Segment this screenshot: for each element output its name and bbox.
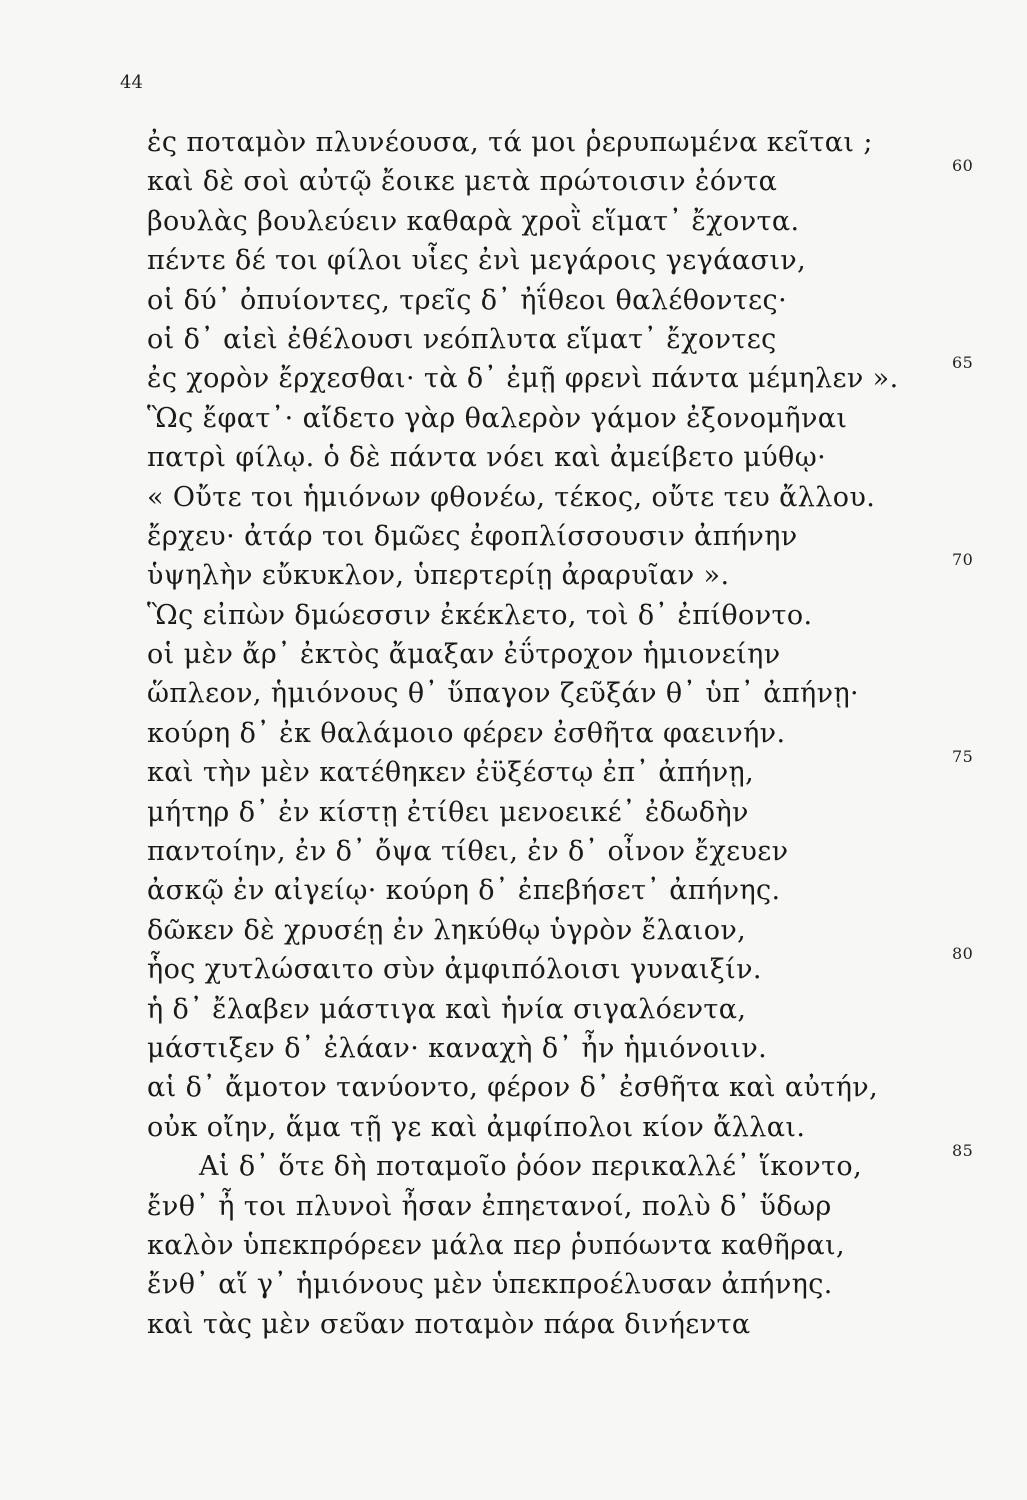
verse-text: Ὣς εἰπὼν δμώεσσιν ἐκέκλετο, τοὶ δ᾽ ἐπίθοντο. — [147, 599, 813, 631]
verse-line — [147, 1068, 967, 1107]
line-number: 60 — [952, 156, 974, 176]
verse-text: μάστιξεν δ᾽ ἐλάαν· καναχὴ δ᾽ ἦν ἡμιόνοιιν. — [147, 1032, 768, 1064]
verse-text: οἱ μὲν ἄρ᾽ ἐκτὸς ἄμαξαν ἐΰτροχον ἡμιονείην — [147, 639, 781, 671]
verse-line — [147, 281, 967, 320]
verse-text: καὶ τὰς μὲν σεῦαν ποταμὸν πάρα δινήεντα — [147, 1308, 751, 1340]
verse-line — [147, 793, 967, 832]
verse-text: οἱ δύ᾽ ὀπυίοντες, τρεῖς δ᾽ ἠΐθεοι θαλέθοντες· — [147, 284, 788, 316]
verse-line — [147, 1226, 967, 1265]
verse-line — [147, 832, 967, 871]
verse-text: ἡ δ᾽ ἔλαβεν μάστιγα καὶ ἡνία σιγαλόεντα, — [147, 993, 747, 1025]
verse-line — [147, 353, 974, 398]
verse-text: ἔρχευ· ἀτάρ τοι δμῶες ἐφοπλίσσουσιν ἀπήνην — [147, 520, 798, 552]
verse-line — [147, 517, 967, 556]
verse-text: ἔνθ᾽ ἦ τοι πλυνοὶ ἦσαν ἐπηετανοί, πολὺ δ᾽ ὕδωρ — [147, 1190, 832, 1222]
verse-line — [147, 202, 967, 241]
verse-lines — [147, 123, 974, 1344]
verse-text: ἧος χυτλώσαιτο σὺν ἀμφιπόλοισι γυναιξίν. — [147, 954, 762, 986]
page-number: 44 — [120, 72, 143, 93]
verse-text: ὥπλεον, ἡμιόνους θ᾽ ὕπαγον ζεῦξάν θ᾽ ὑπ᾽ ἀπήνῃ· — [147, 678, 860, 710]
verse-line — [147, 714, 967, 753]
verse-line — [147, 550, 974, 595]
line-number: 65 — [952, 353, 974, 373]
verse-text: καλὸν ὑπεκπρόρεεν μάλα περ ῥυπόωντα καθῆραι, — [147, 1229, 845, 1261]
verse-line — [147, 1305, 967, 1344]
verse-line — [147, 438, 967, 477]
verse-text: αἱ δ᾽ ἄμοτον τανύοντο, φέρον δ᾽ ἐσθῆτα καὶ αὐτήν, — [147, 1072, 879, 1104]
verse-text: ὑψηλὴν εὔκυκλον, ὑπερτερίῃ ἀραρυῖαν ». — [147, 560, 730, 592]
line-number: 85 — [952, 1141, 974, 1161]
verse-line — [147, 1029, 967, 1068]
verse-line — [147, 635, 967, 674]
verse-line — [147, 156, 974, 201]
verse-line — [147, 399, 967, 438]
verse-line — [147, 596, 967, 635]
verse-text: μήτηρ δ᾽ ἐν κίστῃ ἐτίθει μενοεικέ᾽ ἐδωδὴν — [147, 796, 749, 828]
verse-line — [147, 944, 974, 989]
verse-line — [147, 911, 967, 950]
verse-line — [147, 674, 967, 713]
line-number: 70 — [952, 550, 974, 570]
verse-text: καὶ τὴν μὲν κατέθηκεν ἐϋξέστῳ ἐπ᾽ ἀπήνῃ, — [147, 757, 755, 789]
verse-text: ἀσκῷ ἐν αἰγείῳ· κούρη δ᾽ ἐπεβήσετ᾽ ἀπήνης. — [147, 875, 781, 907]
line-number: 75 — [952, 747, 974, 767]
verse-text: « Οὔτε τοι ἡμιόνων φθονέω, τέκος, οὔτε τευ ἄλλου. — [147, 481, 876, 513]
verse-line — [147, 747, 974, 792]
verse-line — [147, 1187, 967, 1226]
verse-text: δῶκεν δὲ χρυσέῃ ἐν ληκύθῳ ὑγρὸν ἔλαιον, — [147, 914, 747, 946]
verse-text: πατρὶ φίλῳ. ὁ δὲ πάντα νόει καὶ ἀμείβετο μύθῳ· — [147, 442, 827, 474]
verse-line — [147, 478, 967, 517]
verse-line — [147, 241, 967, 280]
verse-text: παντοίην, ἐν δ᾽ ὄψα τίθει, ἐν δ᾽ οἶνον ἔχευεν — [147, 836, 789, 868]
verse-line — [147, 320, 967, 359]
verse-line — [147, 1108, 967, 1147]
verse-line — [147, 990, 967, 1029]
verse-line — [147, 1141, 974, 1186]
verse-text: ἐς ποταμὸν πλυνέουσα, τά μοι ῥερυπωμένα κεῖται ; — [147, 127, 873, 158]
verse-text: Αἱ δ᾽ ὅτε δὴ ποταμοῖο ῥόον περικαλλέ᾽ ἵκοντο, — [199, 1151, 863, 1183]
verse-text: ἐς χορὸν ἔρχεσθαι· τὰ δ᾽ ἐμῇ φρενὶ πάντα μέμηλεν ». — [147, 363, 899, 395]
verse-text: βουλὰς βουλεύειν καθαρὰ χροῒ εἵματ᾽ ἔχοντα. — [147, 205, 800, 237]
verse-line — [147, 123, 967, 162]
line-number: 80 — [952, 944, 974, 964]
verse-text: ἔνθ᾽ αἵ γ᾽ ἡμιόνους μὲν ὑπεκπροέλυσαν ἀπήνης. — [147, 1269, 833, 1301]
verse-text: κούρη δ᾽ ἐκ θαλάμοιο φέρεν ἐσθῆτα φαεινήν. — [147, 717, 786, 749]
verse-text: Ὣς ἔφατ᾽· αἴδετο γὰρ θαλερὸν γάμον ἐξονομῆναι — [147, 402, 848, 434]
verse-text: καὶ δὲ σοὶ αὐτῷ ἔοικε μετὰ πρώτοισιν ἐόντα — [147, 166, 778, 198]
verse-text: οἱ δ᾽ αἰεὶ ἐθέλουσι νεόπλυτα εἵματ᾽ ἔχοντες — [147, 323, 777, 355]
verse-text: οὐκ οἴην, ἅμα τῇ γε καὶ ἀμφίπολοι κίον ἄλλαι. — [147, 1111, 806, 1143]
verse-line — [147, 1265, 967, 1304]
verse-line — [147, 871, 967, 910]
verse-text: πέντε δέ τοι φίλοι υἷες ἐνὶ μεγάροις γεγάασιν, — [147, 245, 807, 277]
